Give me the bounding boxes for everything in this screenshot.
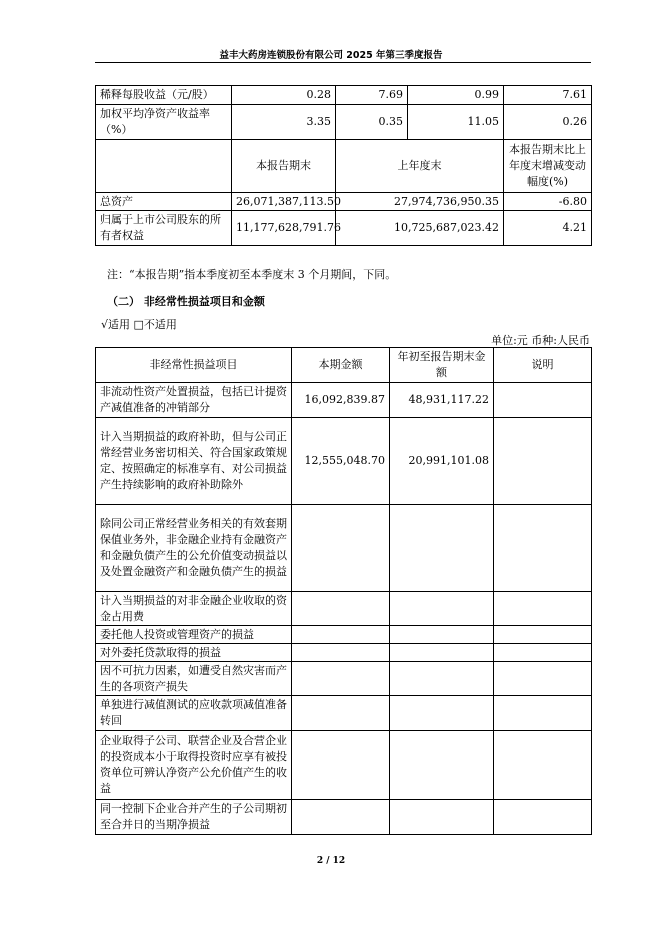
table-cell: 0.28 <box>232 86 336 105</box>
applicability-options: √适用 □不适用 <box>101 318 177 331</box>
ytd-amount <box>390 662 494 696</box>
current-amount <box>292 592 390 626</box>
table-row <box>96 193 592 211</box>
column-header: 上年度末 <box>336 140 504 193</box>
item-label: 单独进行减值测试的应收款项减值准备转回 <box>96 696 292 731</box>
header-rule <box>95 62 591 63</box>
item-label: 对外委托贷款取得的损益 <box>96 644 292 662</box>
current-amount <box>292 644 390 662</box>
report-header-title: 益丰大药房连锁股份有限公司 2025 年第三季度报告 <box>219 50 443 61</box>
table-row <box>96 626 592 644</box>
current-amount <box>292 800 390 835</box>
table-row <box>96 662 592 696</box>
table-cell: 4.21 <box>504 211 592 246</box>
table-header-row <box>96 348 592 383</box>
ytd-amount <box>390 731 494 800</box>
item-label: 因不可抗力因素，如遭受自然灾害而产生的各项资产损失 <box>96 662 292 696</box>
item-label: 企业取得子公司、联营企业及合营企业的投资成本小于取得投资时应享有被投资单位可辨认净资产公允价值产生的收益 <box>96 731 292 800</box>
description <box>494 383 592 418</box>
current-amount: 16,092,839.87 <box>292 383 390 418</box>
table-cell: 7.61 <box>504 86 592 105</box>
ytd-amount: 48,931,117.22 <box>390 383 494 418</box>
column-header: 年初至报告期末金额 <box>390 348 494 383</box>
table-cell: 11,177,628,791.76 <box>232 211 336 246</box>
table-cell: 11.05 <box>408 105 504 140</box>
table-row <box>96 696 592 731</box>
table-cell: 0.26 <box>504 105 592 140</box>
ytd-amount: 20,991,101.08 <box>390 418 494 505</box>
row-label: 归属于上市公司股东的所有者权益 <box>96 211 232 246</box>
unit-currency-label: 单位:元 币种:人民币 <box>491 334 590 347</box>
table-row <box>96 105 592 140</box>
row-label: 加权平均净资产收益率（%） <box>96 105 232 140</box>
ytd-amount <box>390 592 494 626</box>
current-amount <box>292 505 390 592</box>
table-row <box>96 592 592 626</box>
table-cell: 10,725,687,023.42 <box>336 211 504 246</box>
description <box>494 592 592 626</box>
current-amount <box>292 626 390 644</box>
description <box>494 800 592 835</box>
page-number: 2 / 12 <box>316 856 346 866</box>
description <box>494 696 592 731</box>
current-amount <box>292 731 390 800</box>
ytd-amount <box>390 505 494 592</box>
item-label: 计入当期损益的政府补助，但与公司正常经营业务密切相关、符合国家政策规定、按照确定的标准享有、对公司损益产生持续影响的政府补助除外 <box>96 418 292 505</box>
table-subheader-row <box>96 140 592 193</box>
current-amount <box>292 662 390 696</box>
table-row <box>96 644 592 662</box>
column-header: 本期金额 <box>292 348 390 383</box>
column-header: 非经常性损益项目 <box>96 348 292 383</box>
item-label: 同一控制下企业合并产生的子公司期初至合并日的当期净损益 <box>96 800 292 835</box>
item-label: 非流动性资产处置损益，包括已计提资产减值准备的冲销部分 <box>96 383 292 418</box>
column-header: 本报告期末比上年度末增减变动幅度(%) <box>504 140 592 193</box>
table-row <box>96 418 592 505</box>
empty-cell <box>96 140 232 193</box>
description <box>494 644 592 662</box>
column-header: 本报告期末 <box>232 140 336 193</box>
description <box>494 626 592 644</box>
table-cell: 3.35 <box>232 105 336 140</box>
financial-indicators-table <box>95 85 592 246</box>
table-row <box>96 505 592 592</box>
current-amount <box>292 696 390 731</box>
row-label: 稀释每股收益（元/股） <box>96 86 232 105</box>
ytd-amount <box>390 644 494 662</box>
table-cell: 0.35 <box>336 105 408 140</box>
item-label: 委托他人投资或管理资产的损益 <box>96 626 292 644</box>
table-cell: -6.80 <box>504 193 592 211</box>
table-cell: 27,974,736,950.35 <box>336 193 504 211</box>
column-header: 说明 <box>494 348 592 383</box>
table-row <box>96 383 592 418</box>
table-row <box>96 731 592 800</box>
table-row <box>96 211 592 246</box>
description <box>494 662 592 696</box>
item-label: 除同公司正常经营业务相关的有效套期保值业务外，非金融企业持有金融资产和金融负债产生的公允价值变动损益以及处置金融资产和金融负债产生的损益 <box>96 505 292 592</box>
table-cell: 7.69 <box>336 86 408 105</box>
description <box>494 731 592 800</box>
table-row <box>96 800 592 835</box>
row-label: 总资产 <box>96 193 232 211</box>
table-cell: 0.99 <box>408 86 504 105</box>
ytd-amount <box>390 696 494 731</box>
table-cell: 26,071,387,113.50 <box>232 193 336 211</box>
ytd-amount <box>390 626 494 644</box>
table-row <box>96 86 592 105</box>
item-label: 计入当期损益的对非金融企业收取的资金占用费 <box>96 592 292 626</box>
footnote: 注：“本报告期”指本季度初至本季度末 3 个月期间，下同。 <box>107 268 397 281</box>
description <box>494 418 592 505</box>
description <box>494 505 592 592</box>
non-recurring-items-table <box>95 347 592 835</box>
section-title: （二） 非经常性损益项目和金额 <box>107 295 265 308</box>
current-amount: 12,555,048.70 <box>292 418 390 505</box>
ytd-amount <box>390 800 494 835</box>
